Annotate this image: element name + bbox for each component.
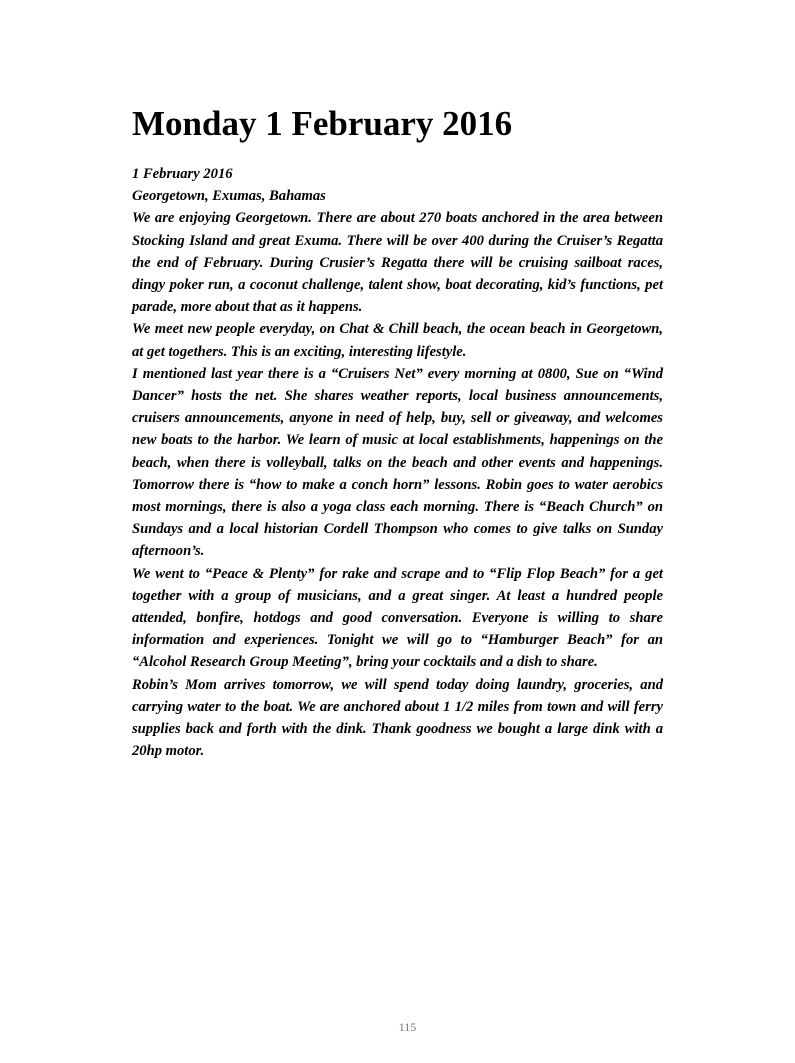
entry-paragraph: We went to “Peace & Plenty” for rake and scrape and to “Flip Flop Beach” for a get together with a group of musicians, and a great singer. At least a hundred people attended, bonfire, hotdogs and good conversation. Everyone is willing to share information and experiences. Tonight we will go to “Hamburger Beach” for an “Alcohol Research Group Meeting”, bring your cocktails and a dish to share. <box>132 565 663 671</box>
page-title: Monday 1 February 2016 <box>132 104 513 143</box>
page-number: 115 <box>398 1020 417 1034</box>
entry-date: 1 February 2016 <box>132 166 233 182</box>
entry-paragraph: We meet new people everyday, on Chat & Chill beach, the ocean beach in Georgetown, at get togethers. This is an exciting, interesting lifestyle. <box>132 321 663 360</box>
entry-paragraph: We are enjoying Georgetown. There are about 270 boats anchored in the area between Stocking Island and great Exuma. There will be over 400 during the Cruiser’s Regatta the end of February. During Crusier’s Regatta there will be cruising sailboat races, dingy poker run, a coconut challenge, talent show, boat decorating, kid’s functions, pet parade, more about that as it happens. <box>132 210 663 316</box>
entry-paragraph: I mentioned last year there is a “Cruisers Net” every morning at 0800, Sue on “Wind Dancer” hosts the net. She shares weather reports, local business announcements, cruisers announcements, anyone in need of help, buy, sell or giveaway, and welcomes new boats to the harbor. We learn of music at local establishments, happenings on the beach, when there is volleyball, talks on the beach and other events and happenings. Tomorrow there is “how to make a conch horn” lessons. Robin goes to water aerobics most mornings, there is also a yoga class each morning. There is “Beach Church” on Sundays and a local historian Cordell Thompson who comes to give talks on Sunday afternoon’s. <box>132 365 663 560</box>
entry-paragraph: Robin’s Mom arrives tomorrow, we will spend today doing laundry, groceries, and carrying water to the boat. We are anchored about 1 1/2 miles from town and will ferry supplies back and forth with the dink. Thank goodness we bought a large dink with a 20hp motor. <box>132 676 663 760</box>
entry-location: Georgetown, Exumas, Bahamas <box>132 188 326 205</box>
journal-entry <box>132 163 663 762</box>
